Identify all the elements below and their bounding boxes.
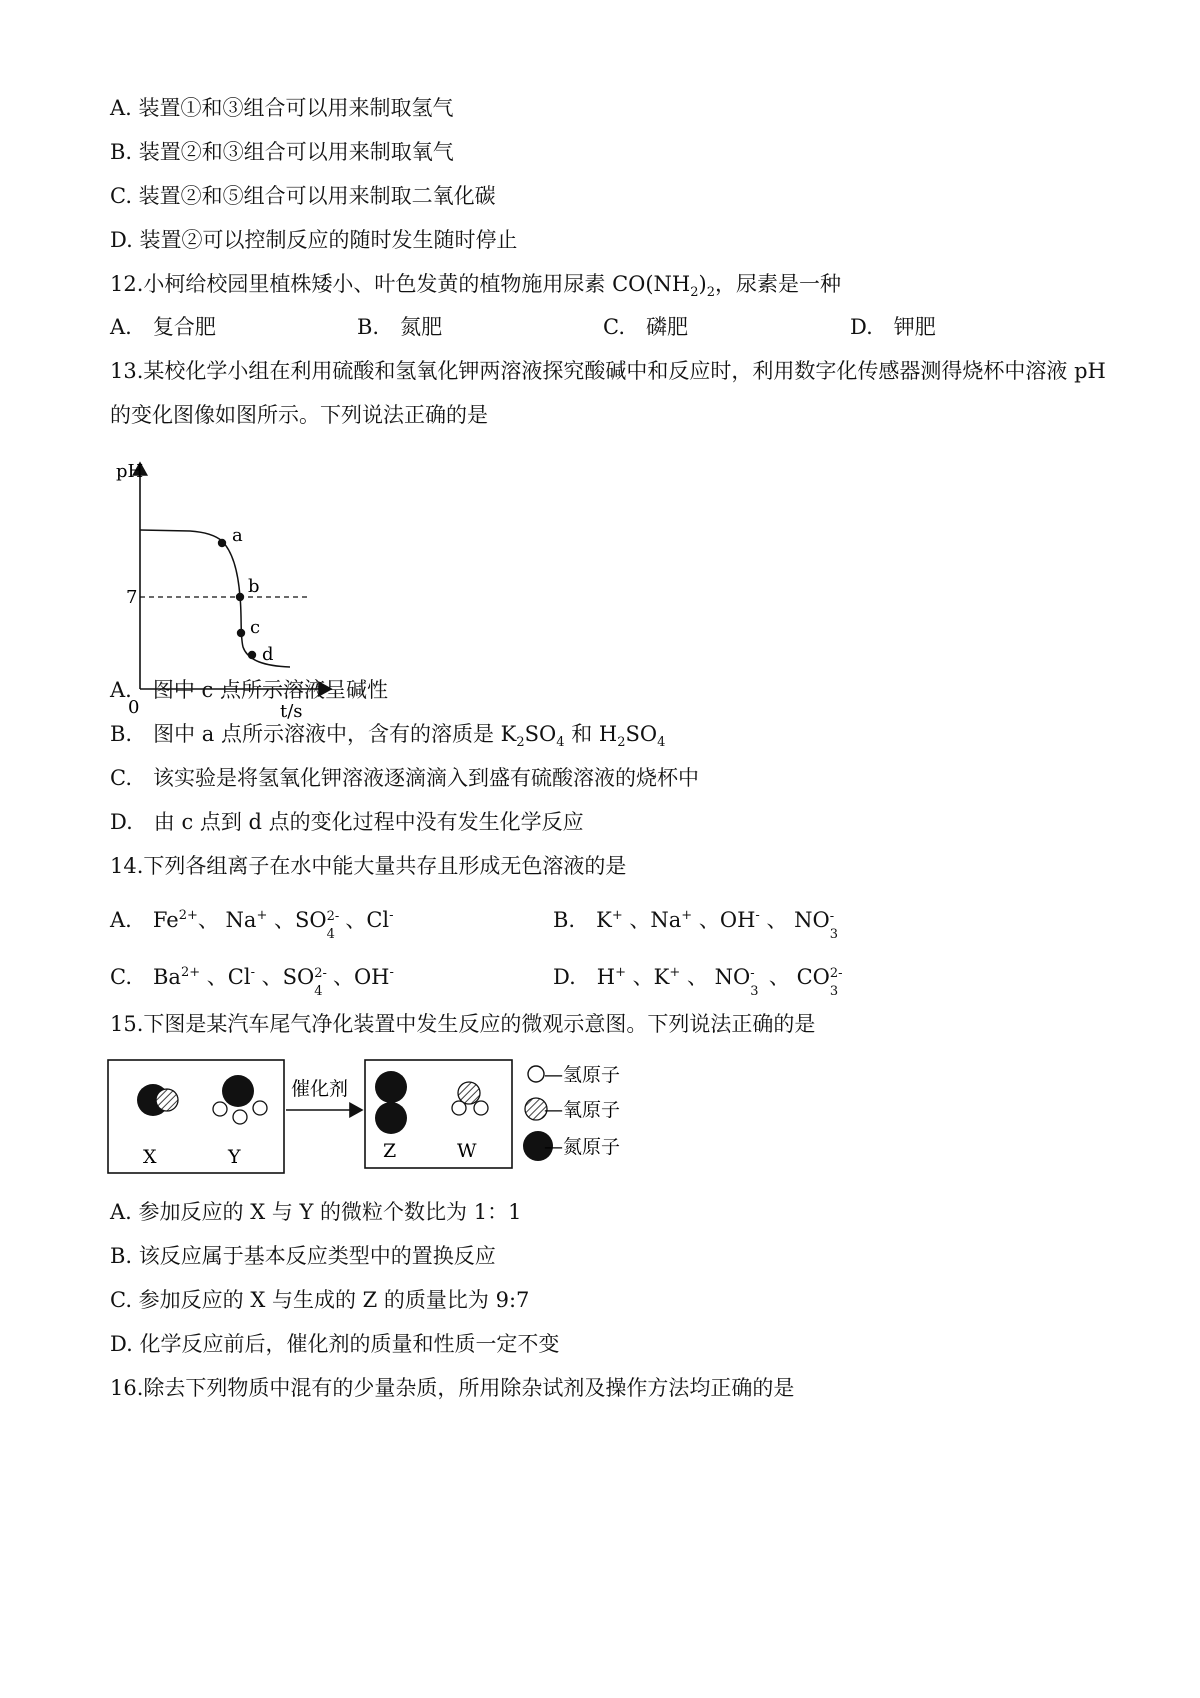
q12-stem: 12.小柯给校园里植株矮小、叶色发黄的植物施用尿素 $CO(NH_2)_2$，尿素是一种 [110,272,842,301]
q13-option-c: C. 该实验是将氢氧化钾溶液逐滴滴入到盛有硫酸溶液的烧杯中 [110,766,699,790]
q16-stem: 16.除去下列物质中混有的少量杂质，所用除杂试剂及操作方法均正确的是 [110,1376,795,1400]
q14-option-c: C. $Ba^{2+}$ 、Cl- 、SO 2- 4 、OH- [110,965,394,999]
q12-option-d: D. 钾肥 [850,315,936,339]
label-x: X [143,1146,157,1168]
q15-option-d: D. 化学反应前后，催化剂的质量和性质一定不变 [110,1332,560,1356]
y-hydrogen-atom [253,1101,267,1115]
legend-oxygen-label: —氧原子 [544,1099,621,1121]
q13-option-d: D. 由 c 点到 d 点的变化过程中没有发生化学反应 [110,810,584,834]
ph-7-tick-label: 7 [126,587,138,608]
q15-option-a: A. 参加反应的 X 与 Y 的微粒个数比为 1：1 [110,1200,522,1224]
y-hydrogen-atom [233,1110,247,1124]
w-oxygen-atom [458,1082,480,1104]
y-hydrogen-atom [213,1102,227,1116]
q12-option-b: B. 氮肥 [357,315,443,339]
point-a-marker [218,539,226,547]
q15-stem: 15.下图是某汽车尾气净化装置中发生反应的微观示意图。下列说法正确的是 [110,1012,816,1036]
q11-option-b: B. 装置②和③组合可以用来制取氧气 [110,140,454,164]
point-a-label: a [232,525,243,546]
label-z: Z [383,1140,397,1162]
point-d-label: d [262,644,274,665]
z-nitrogen-atom [375,1102,407,1134]
q13-option-a: A. 图中 c 点所示溶液呈碱性 [110,678,388,702]
w-hydrogen-atom [474,1101,488,1115]
point-d-marker [248,651,256,659]
q11-option-a: A. 装置①和③组合可以用来制取氢气 [110,96,454,120]
point-b-label: b [248,576,260,597]
q13-stem-line1: 13.某校化学小组在利用硫酸和氢氧化钾两溶液探究酸碱中和反应时，利用数字化传感器测得烧杯中溶液 pH [110,359,1106,383]
y-nitrogen-atom [222,1075,254,1107]
reactants-box [108,1060,284,1173]
w-hydrogen-atom [452,1101,466,1115]
q14-option-b: B. K+ 、Na+ 、OH- 、 NO - 3 [553,908,839,942]
q14-option-a: A. $Fe^{2+}$、 Na+ 、SO 2- 4 、Cl- [110,908,394,942]
label-y: Y [228,1146,241,1168]
origin-label: 0 [128,697,140,718]
q12-option-c: C. 磷肥 [603,315,688,339]
catalyst-label: 催化剂 [291,1078,349,1100]
legend-nitrogen-label: —氮原子 [544,1136,621,1158]
y-axis-label: pH [116,461,144,482]
point-c-marker [237,629,245,637]
z-nitrogen-atom [375,1071,407,1103]
point-c-label: c [250,617,261,638]
q13-option-b: B. 图中 a 点所示溶液中，含有的溶质是 $K_2SO_4$ 和 $H_2SO_4$ [110,722,666,751]
legend-hydrogen-icon [528,1066,544,1082]
q15-option-c: C. 参加反应的 X 与生成的 Z 的质量比为 9:7 [110,1288,530,1312]
q14-option-d: D. H+ 、K+ 、 NO - 3 、 CO 2- 3 [553,965,843,999]
q11-option-c: C. 装置②和⑤组合可以用来制取二氧化碳 [110,184,496,208]
x-oxygen-atom [156,1089,178,1111]
q12-option-a: A. 复合肥 [110,315,216,339]
q14-stem: 14.下列各组离子在水中能大量共存且形成无色溶液的是 [110,854,627,878]
q13-stem-line2: 的变化图像如图所示。下列说法正确的是 [110,403,488,427]
point-b-marker [236,593,244,601]
label-w: W [457,1140,477,1162]
x-axis-label: t/s [280,701,303,720]
q15-option-b: B. 该反应属于基本反应类型中的置换反应 [110,1244,496,1268]
molecule-reaction-figure [100,1050,700,1190]
q11-option-d: D. 装置②可以控制反应的随时发生随时停止 [110,228,518,252]
legend-hydrogen-label: —氢原子 [544,1064,621,1086]
